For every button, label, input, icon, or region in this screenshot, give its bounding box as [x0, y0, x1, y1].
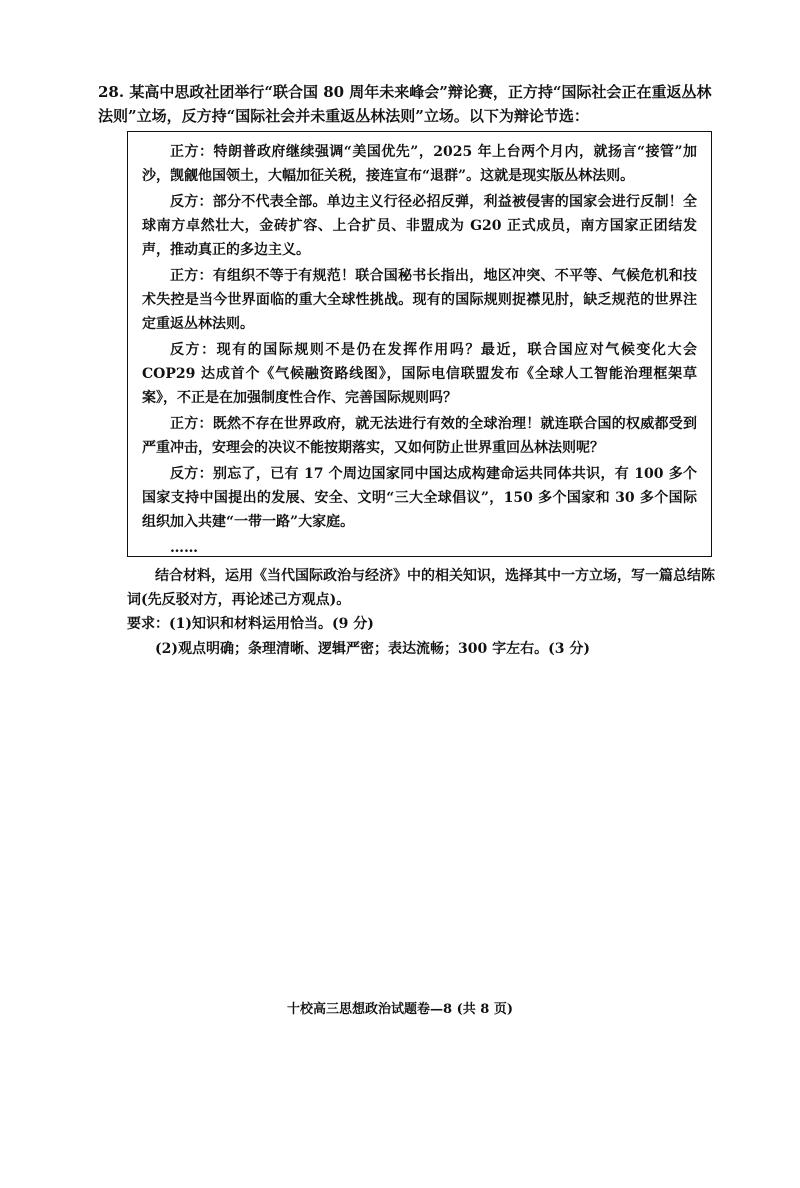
requirements [127, 612, 717, 662]
question-28 [98, 80, 718, 128]
question-number: 28. [98, 83, 125, 101]
debate-turn-negative-1 [142, 190, 697, 262]
requirement-2: (2)观点明确；条理清晰、逻辑严密；表达流畅；300 字左右。(3 分) [155, 641, 590, 657]
debate-text: 现有的国际规则不是仍在发挥作用吗？最近，联合国应对气候变化大会 COP29 达成首个《气候融资路线图》，国际电信联盟发布《全球人工智能治理框架草案》，不正是在加强制度性合作、完善国际规则吗？ [142, 342, 698, 406]
speaker-label: 反方： [170, 342, 217, 358]
debate-text: 既然不存在世界政府，就无法进行有效的全球治理！就连联合国的权威都受到严重冲击，安理会的决议不能按期落实，又如何防止世界重回丛林法则呢？ [142, 416, 697, 456]
speaker-label: 正方： [170, 144, 214, 160]
debate-turn-affirmative-1 [142, 140, 697, 188]
question-stem: 某高中思政社团举行“联合国 80 周年未来峰会”辩论赛，正方持“国际社会正在重返丛林法则”立场，反方持“国际社会并未重返丛林法则”立场。以下为辩论节选： [98, 83, 712, 125]
task-instruction: 结合材料，运用《当代国际政治与经济》中的相关知识，选择其中一方立场，写一篇总结陈词(先反驳对方，再论述己方观点)。 [127, 568, 715, 608]
speaker-label: 正方： [170, 416, 213, 432]
debate-excerpt-box [127, 131, 712, 557]
debate-turn-negative-3 [142, 462, 697, 534]
speaker-label: 正方： [170, 268, 213, 284]
debate-turn-affirmative-2 [142, 264, 697, 336]
debate-text: 有组织不等于有规范！联合国秘书长指出，地区冲突、不平等、气候危机和技术失控是当今世界面临的重大全球性挑战。现有的国际规则捉襟见肘，缺乏规范的世界注定重返丛林法则。 [142, 268, 697, 332]
requirement-1 [127, 612, 717, 637]
speaker-label: 反方： [170, 466, 213, 482]
debate-text: 别忘了，已有 17 个周边国家同中国达成构建命运共同体共识，有 100 多个国家支持中国提出的发展、安全、文明“三大全球倡议”，150 多个国家和 30 多个国际组织加入共建“一带一路”大家庭。 [142, 466, 698, 530]
requirement-1-text: (1)知识和材料运用恰当。(9 分) [169, 616, 374, 632]
page-footer: 十校高三思想政治试题卷—8 (共 8 页) [287, 1002, 513, 1017]
debate-turn-affirmative-3 [142, 412, 697, 460]
requirements-label: 要求： [127, 616, 169, 632]
debate-text: 特朗普政府继续强调“美国优先”，2025 年上台两个月内，就扬言“接管”加沙，觊觎他国领土，大幅加征关税，接连宣布“退群”。这就是现实版丛林法则。 [142, 144, 697, 184]
debate-turn-negative-2 [142, 338, 697, 410]
speaker-label: 反方： [170, 194, 213, 210]
debate-ellipsis: …… [170, 540, 198, 556]
debate-text: 部分不代表全部。单边主义行径必招反弹，利益被侵害的国家会进行反制！全球南方卓然壮大，金砖扩容、上合扩员、非盟成为 G20 正式成员，南方国家正团结发声，推动真正的多边主义。 [142, 194, 697, 258]
